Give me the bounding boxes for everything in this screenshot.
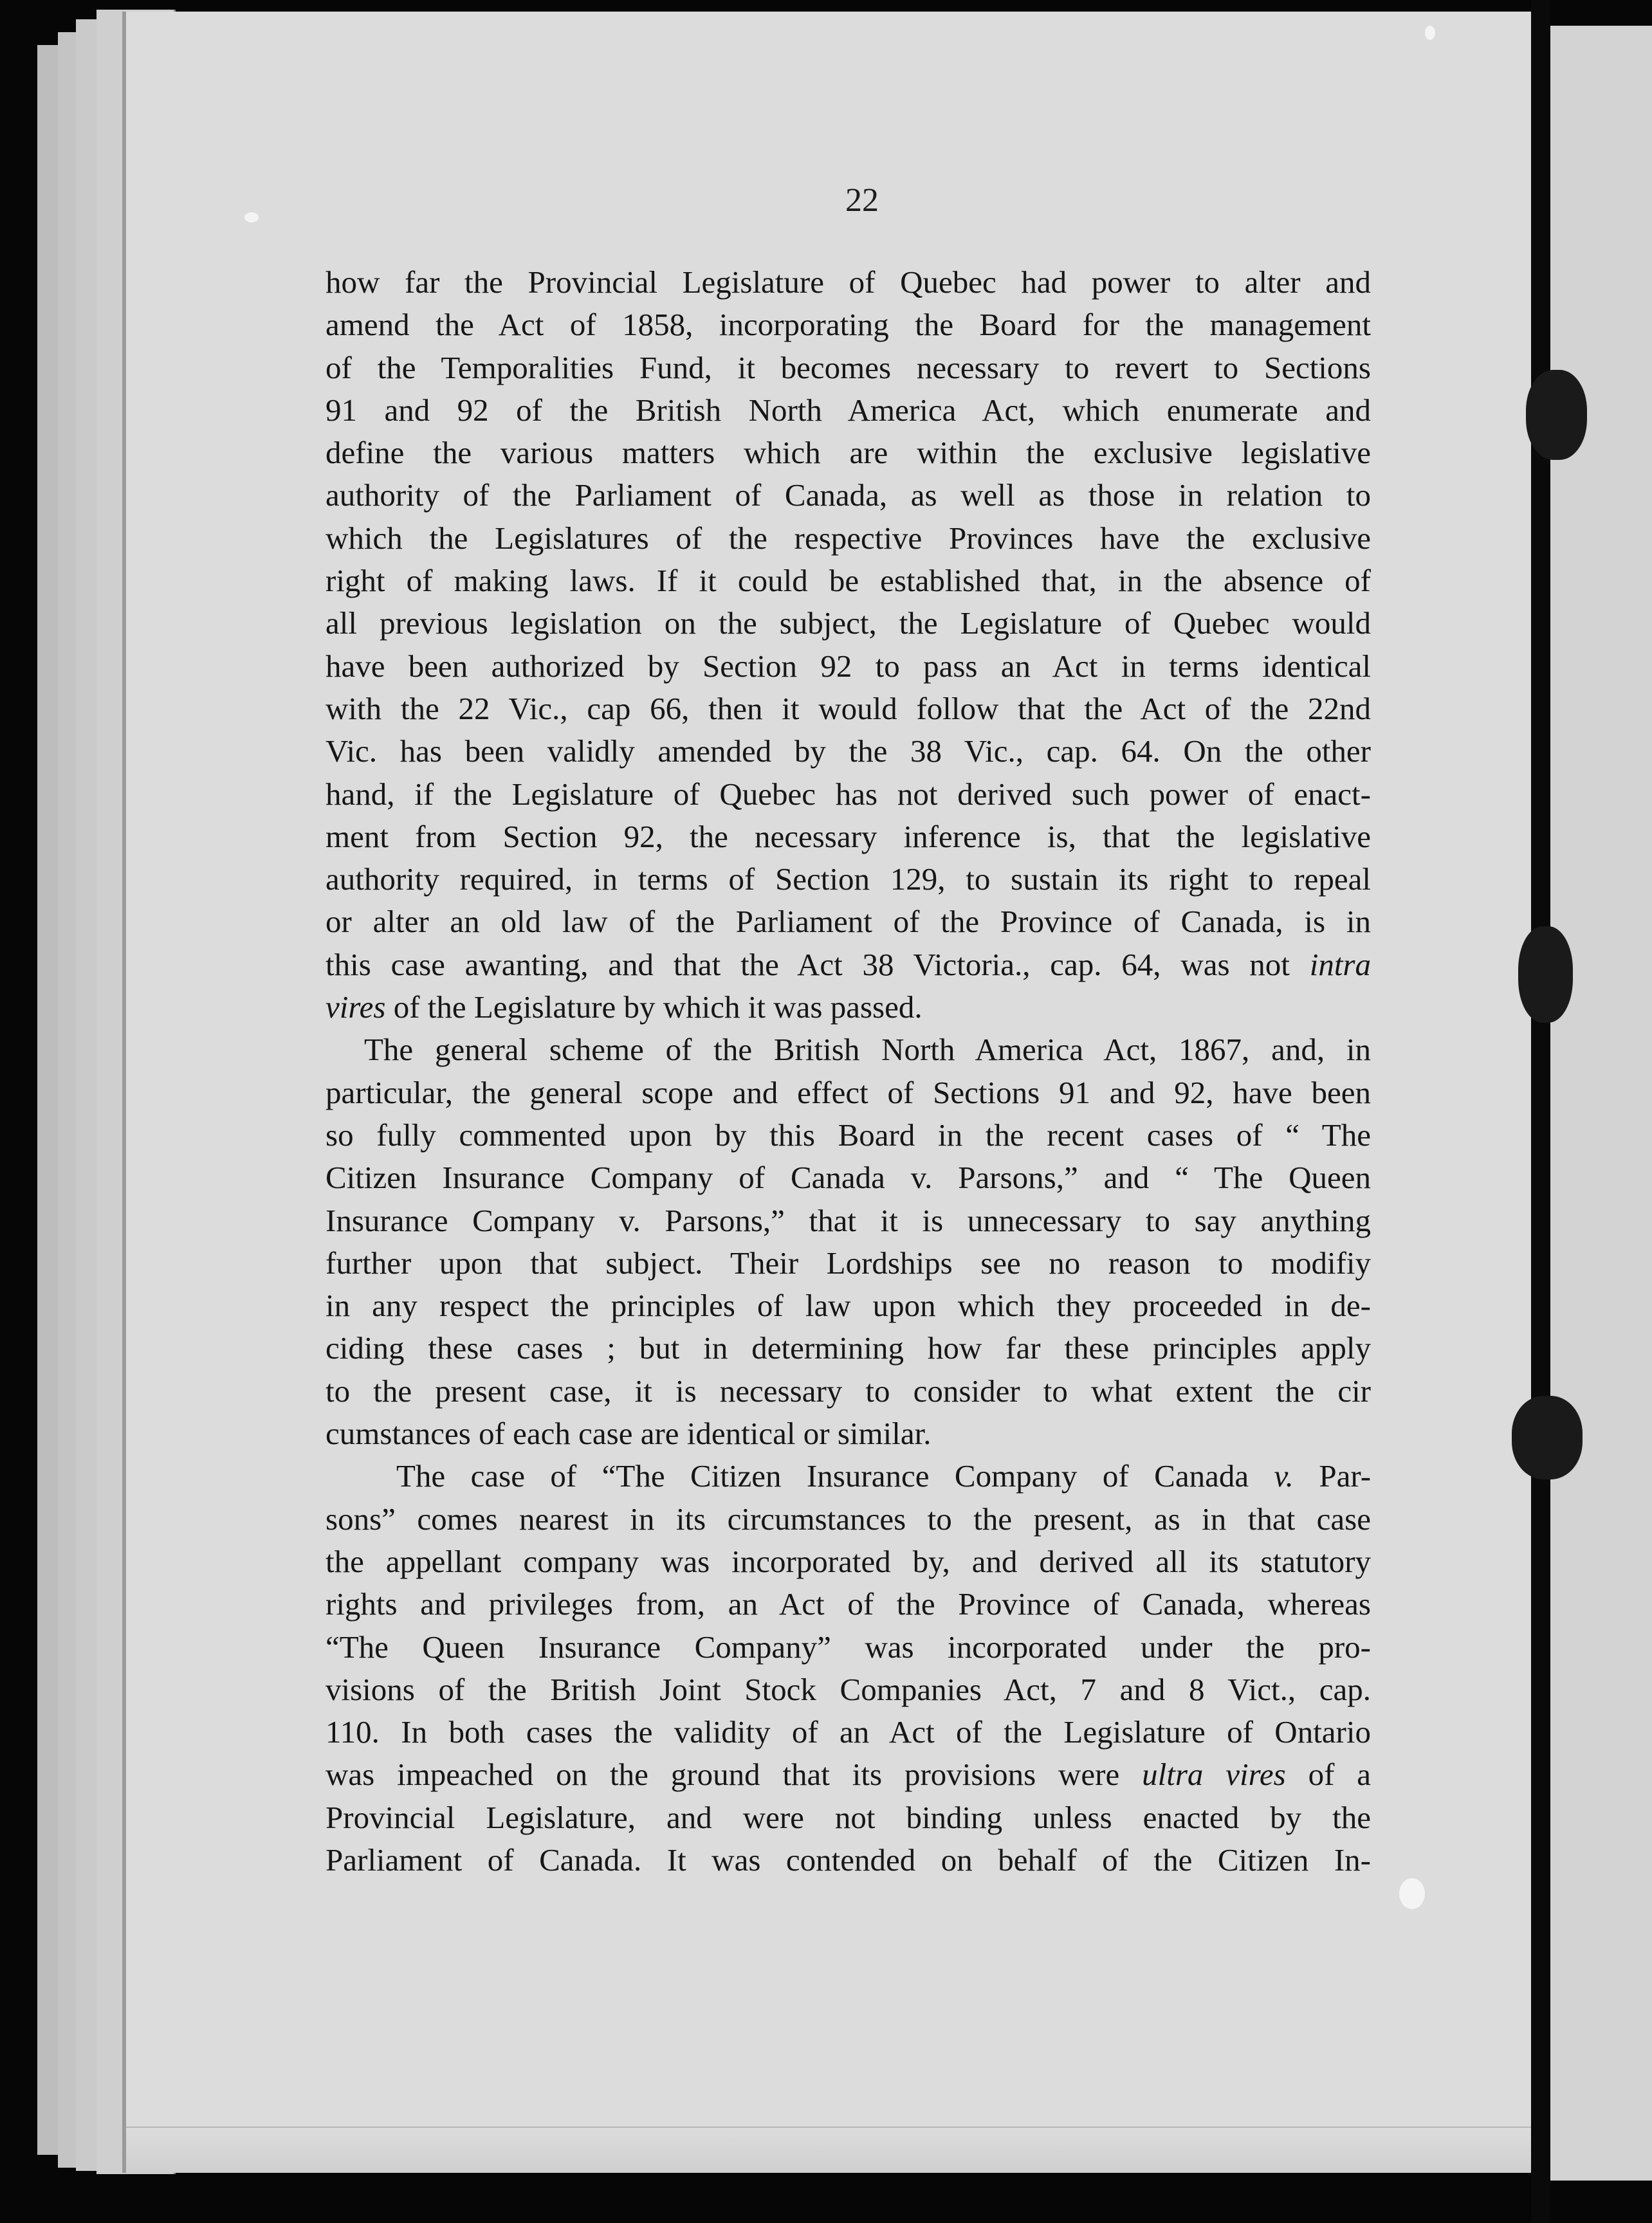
text-line (326, 1753, 1371, 1796)
facing-page-edge (1550, 26, 1652, 2181)
text-line: Parliament of Canada. It was contended on behalf of the Citizen In- (326, 1842, 1371, 1878)
text-line: particular, the general scope and effect of Sections 91 and 92, have been (326, 1074, 1371, 1110)
text-line: Provincial Legislature, and were not binding unless enacted by the (326, 1799, 1371, 1835)
text-fragment: The case of “The Citizen Insurance Company of Canada (396, 1458, 1249, 1494)
text-line: 110. In both cases the validity of an Act of the Legislature of Ontario (326, 1714, 1371, 1750)
book-gutter (1531, 0, 1550, 2223)
text-fragment: this case awanting, and that the Act 38 Victoria., cap. 64, was not (326, 946, 1290, 982)
text-line: Vic. has been validly amended by the 38 Vic., cap. 64. On the other (326, 733, 1371, 769)
paragraph-2 (326, 1029, 1371, 1455)
text-line: right of making laws. If it could be established that, in the absence of (326, 563, 1371, 599)
text-line: or alter an old law of the Parliament of the Province of Canada, is in (326, 904, 1371, 940)
page-number: 22 (845, 182, 879, 219)
text-line: ment from Section 92, the necessary inference is, that the legislative (326, 818, 1371, 854)
text-line: so fully commented upon by this Board in the recent cases of “ The (326, 1117, 1371, 1153)
scan-speck (1399, 1878, 1425, 1909)
text-line: to the present case, it is necessary to consider to what extent the cir (326, 1373, 1371, 1409)
text-line: all previous legislation on the subject, the Legislature of Quebec would (326, 605, 1371, 641)
scan-speck (244, 212, 259, 223)
text-line: the appellant company was incorporated by, and derived all its statutory (326, 1543, 1371, 1579)
binding-hole (1518, 926, 1573, 1023)
text-line: rights and privileges from, an Act of the Province of Canada, whereas (326, 1586, 1371, 1622)
italic-term: vires (326, 989, 386, 1025)
paragraph-1 (326, 261, 1371, 1029)
text-line (326, 986, 1371, 1029)
text-line: with the 22 Vic., cap 66, then it would follow that the Act of the 22nd (326, 690, 1371, 726)
text-line: of the Temporalities Fund, it becomes necessary to revert to Sections (326, 349, 1371, 385)
text-fragment: Par- (1319, 1458, 1371, 1494)
text-line: further upon that subject. Their Lordships see no reason to modifiy (326, 1245, 1371, 1281)
text-line: cumstances of each case are identical or similar. (326, 1416, 932, 1452)
text-fragment: of a (1308, 1757, 1371, 1793)
italic-term: ultra vires (1142, 1757, 1286, 1793)
text-line: ciding these cases ; but in determining how far these principles apply (326, 1330, 1371, 1366)
text-line: visions of the British Joint Stock Companies Act, 7 and 8 Vict., cap. (326, 1671, 1371, 1707)
text-line: Citizen Insurance Company of Canada v. Parsons,” and “ The Queen (326, 1160, 1371, 1196)
text-line: Insurance Company v. Parsons,” that it is unnecessary to say anything (326, 1202, 1371, 1238)
text-line (326, 1455, 1371, 1497)
scan-speck (1425, 26, 1435, 40)
binding-hole (1526, 370, 1587, 460)
text-line: hand, if the Legislature of Quebec has not derived such power of enact- (326, 776, 1371, 812)
binding-hole (1512, 1396, 1583, 1479)
text-line: authority of the Parliament of Canada, as well as those in relation to (326, 477, 1371, 513)
text-fragment: was impeached on the ground that its provisions were (326, 1757, 1120, 1793)
italic-term: intra (1309, 946, 1371, 982)
text-line: sons” comes nearest in its circumstances to the present, as in that case (326, 1501, 1371, 1537)
text-line: how far the Provincial Legislature of Quebec had power to alter and (326, 264, 1371, 300)
text-line: “The Queen Insurance Company” was incorporated under the pro- (326, 1629, 1371, 1665)
text-line: authority required, in terms of Section 129, to sustain its right to repeal (326, 861, 1371, 897)
text-line: define the various matters which are within the exclusive legislative (326, 435, 1371, 471)
text-line: 91 and 92 of the British North America Act, which enumerate and (326, 392, 1371, 428)
text-line (326, 944, 1371, 986)
text-line: which the Legislatures of the respective Provinces have the exclusive (326, 520, 1371, 556)
italic-term: v. (1274, 1458, 1294, 1494)
text-line: in any respect the principles of law upon which they proceeded in de- (326, 1288, 1371, 1324)
text-line: have been authorized by Section 92 to pass an Act in terms identical (326, 648, 1371, 684)
text-line: The general scheme of the British North America Act, 1867, and, in (364, 1032, 1371, 1068)
text-line: amend the Act of 1858, incorporating the Board for the management (326, 307, 1371, 343)
text-fragment: of the Legislature by which it was passed. (393, 989, 922, 1025)
paragraph-3 (326, 1455, 1371, 1881)
body-text (326, 261, 1371, 1881)
